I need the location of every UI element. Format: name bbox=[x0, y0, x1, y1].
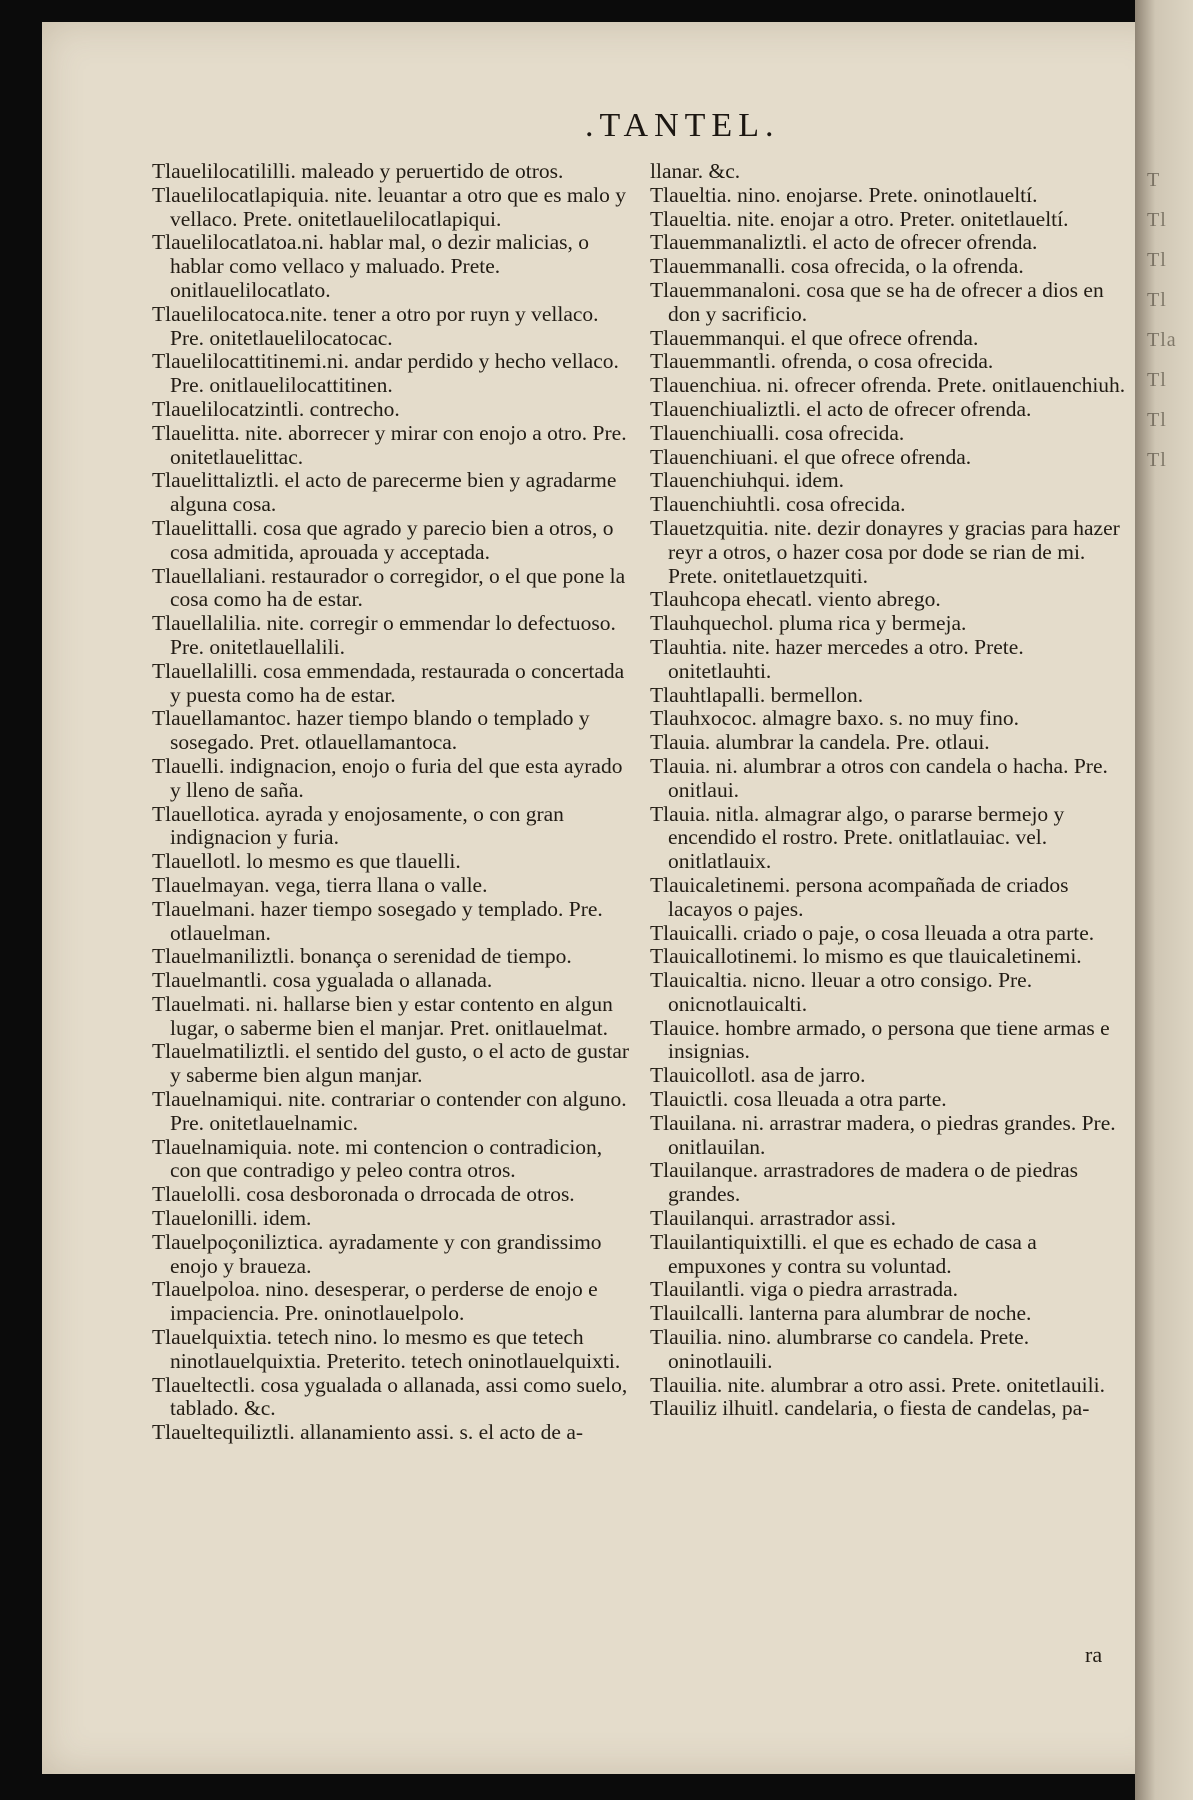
dictionary-entry: Tlauia. alumbrar la candela. Pre. otlaui. bbox=[650, 730, 990, 755]
dictionary-entry: Tlaueltia. nite. enojar a otro. Preter. onitetlaueltí. bbox=[650, 206, 1069, 231]
dictionary-entry: Tlauelmantli. cosa ygualada o allanada. bbox=[152, 968, 493, 993]
running-header: .TANTEL. bbox=[585, 107, 780, 144]
dictionary-entry: Tlauelilocatlapiquia. nite. leuantar a otro que es malo y vellaco. Prete. onitetlauelilocatlapiqui. bbox=[152, 182, 627, 231]
dictionary-entry: Tlauenchiualiztli. el acto de ofrecer ofrenda. bbox=[650, 396, 1032, 421]
dictionary-entry: Tlauelmani. hazer tiempo sosegado y templado. Pre. otlauelman. bbox=[152, 896, 603, 945]
catchword: ra bbox=[1085, 1642, 1103, 1667]
dictionary-entry: Tlauelmatiliztli. el sentido del gusto, o el acto de gustar y saberme bien algun manjar. bbox=[152, 1039, 630, 1088]
dictionary-entry: Tlauicaltia. nicno. lleuar a otro consigo. Pre. onicnotlauicalti. bbox=[650, 968, 1033, 1016]
dictionary-entry: Tlauelnamiqui. nite. contrariar o contender con alguno. Pre. onitetlauelnamic. bbox=[152, 1087, 627, 1135]
dictionary-entry: Tlauelitta. nite. aborrecer y mirar con enojo a otro. Pre. onitetlauelittac. bbox=[152, 420, 627, 469]
dictionary-entry: Tlauice. hombre armado, o persona que tiene armas e insignias. bbox=[650, 1015, 1110, 1064]
dictionary-entry: Tlauellalilia. nite. corregir o emmendar lo defectuoso. Pre. onitetlauellalili. bbox=[152, 611, 616, 659]
dictionary-entry: Tlauhtia. nite. hazer mercedes a otro. Prete. onitetlauhti. bbox=[650, 634, 1024, 683]
dictionary-entry: Tlauelilocatoca.nite. tener a otro por ruyn y vellaco. Pre. onitetlauelilocatocac. bbox=[152, 301, 599, 350]
dictionary-entry: Tlauhquechol. pluma rica y bermeja. bbox=[650, 611, 967, 636]
ghost-letter: Tl bbox=[1147, 449, 1167, 471]
dictionary-entry: llanar. &c. bbox=[650, 159, 741, 183]
facing-page-edge bbox=[1135, 0, 1193, 1800]
dictionary-entry: Tlauhcopa ehecatl. viento abrego. bbox=[650, 587, 941, 612]
dictionary-entry: Tlauellaliani. restaurador o corregidor, o el que pone la cosa como ha de estar. bbox=[152, 563, 626, 612]
dictionary-entry: Tlauetzquitia. nite. dezir donayres y gracias para hazer reyr a otros, o hazer cosa por dode se rian de mi. Prete. onitetlauetzquiti. bbox=[650, 515, 1120, 588]
dictionary-entry: Tlauictli. cosa lleuada a otra parte. bbox=[650, 1087, 947, 1112]
dictionary-entry: Tlauicollotl. asa de jarro. bbox=[650, 1063, 866, 1088]
ghost-letter: Tl bbox=[1147, 209, 1167, 231]
ghost-letter: Tl bbox=[1147, 249, 1167, 271]
dictionary-entry: Tlauelpoçoniliztica. ayradamente y con grandissimo enojo y braueza. bbox=[152, 1229, 602, 1278]
dictionary-entry: Tlauia. ni. alumbrar a otros con candela o hacha. Pre. onitlaui. bbox=[650, 753, 1108, 802]
dictionary-entry: Tlauia. nitla. almagrar algo, o pararse bermejo y encendido el rostro. Prete. onitlatlauiac. vel. onitlatlauix. bbox=[650, 801, 1065, 874]
ghost-letter: Tla bbox=[1147, 329, 1177, 351]
dictionary-entry: Tlauelilocatzintli. contrecho. bbox=[152, 396, 400, 421]
ghost-letter: T bbox=[1147, 169, 1161, 191]
dictionary-entry: Tlauilana. ni. arrastrar madera, o piedras grandes. Pre. onitlauilan. bbox=[650, 1110, 1116, 1159]
dictionary-entry: Tlauiliz ilhuitl. candelaria, o fiesta de candelas, pa- bbox=[650, 1396, 1090, 1421]
dictionary-entry: Tlauilia. nino. alumbrarse co candela. Prete. oninotlauili. bbox=[650, 1325, 1030, 1373]
dictionary-entry: Tlauelonilli. idem. bbox=[152, 1206, 312, 1231]
dictionary-entry: Tlauicalli. criado o paje, o cosa lleuada a otra parte. bbox=[650, 920, 1095, 945]
dictionary-entry: Tlauhtlapalli. bermellon. bbox=[650, 682, 864, 707]
dictionary-entry: Tlauilanqui. arrastrador assi. bbox=[650, 1206, 896, 1231]
ghost-letter: Tl bbox=[1147, 409, 1167, 431]
dictionary-entry: Tlaueltectli. cosa ygualada o allanada, assi como suelo, tablado. &c. bbox=[152, 1372, 628, 1421]
dictionary-entry: Tlauilia. nite. alumbrar a otro assi. Prete. onitetlauili. bbox=[650, 1372, 1105, 1397]
dictionary-entry: Tlauelolli. cosa desboronada o drrocada de otros. bbox=[152, 1182, 575, 1207]
dictionary-entry: Tlauicaletinemi. persona acompañada de criados lacayos o pajes. bbox=[650, 872, 1069, 921]
dictionary-entry: Tlauemmanqui. el que ofrece ofrenda. bbox=[650, 325, 979, 350]
ghost-letter: Tl bbox=[1147, 369, 1167, 391]
dictionary-entry: Tlauellalilli. cosa emmendada, restaurada o concertada y puesta como ha de estar. bbox=[152, 658, 625, 707]
dictionary-entry: Tlauenchiuani. el que ofrece ofrenda. bbox=[650, 444, 972, 469]
dictionary-entry: Tlauemmanalli. cosa ofrecida, o la ofrenda. bbox=[650, 254, 1024, 279]
dictionary-entry: Tlauelpoloa. nino. desesperar, o perderse de enojo e impaciencia. Pre. oninotlauelpolo. bbox=[152, 1277, 598, 1326]
dictionary-entry: Tlauemmanaliztli. el acto de ofrecer ofrenda. bbox=[650, 230, 1038, 255]
dictionary-entry: Tlauicallotinemi. lo mismo es que tlauicaletinemi. bbox=[650, 944, 1082, 969]
dictionary-entry: Tlauelilocatililli. maleado y peruertido de otros. bbox=[152, 159, 564, 183]
dictionary-entry: Tlauilanque. arrastradores de madera o de piedras grandes. bbox=[650, 1158, 1079, 1207]
dictionary-entry: Tlauelmayan. vega, tierra llana o valle. bbox=[152, 872, 488, 897]
dictionary-entry: Tlaueltia. nino. enojarse. Prete. oninotlaueltí. bbox=[650, 182, 1038, 207]
dictionary-entry: Tlauenchiualli. cosa ofrecida. bbox=[650, 420, 905, 445]
right-column bbox=[650, 160, 1130, 1421]
dictionary-entry: Tlauemmanaloni. cosa que se ha de ofrecer a dios en don y sacrificio. bbox=[650, 277, 1104, 326]
dictionary-entry: Tlauelilocattitinemi.ni. andar perdido y hecho vellaco. Pre. onitlauelilocattitinen. bbox=[152, 349, 619, 398]
dictionary-entry: Tlauilantli. viga o piedra arrastrada. bbox=[650, 1277, 959, 1302]
dictionary-entry: Tlauemmantli. ofrenda, o cosa ofrecida. bbox=[650, 349, 994, 374]
left-column bbox=[152, 160, 632, 1445]
ghost-letter: Tl bbox=[1147, 289, 1167, 311]
dictionary-entry: Tlauellamantoc. hazer tiempo blando o templado y sosegado. Pret. otlauellamantoca. bbox=[152, 706, 590, 755]
dictionary-entry: Tlauellotica. ayrada y enojosamente, o con gran indignacion y furia. bbox=[152, 801, 564, 850]
dictionary-entry: Tlauelilocatlatoa.ni. hablar mal, o dezir malicias, o hablar como vellaco y maluado. Prete. onitlauelilocatlato. bbox=[152, 230, 589, 302]
dictionary-entry: Tlauelli. indignacion, enojo o furia del que esta ayrado y lleno de saña. bbox=[152, 753, 623, 802]
dictionary-entry: Tlauelmati. ni. hallarse bien y estar contento en algun lugar, o saberme bien el manjar. Pret. onitlauelmat. bbox=[152, 991, 613, 1040]
dictionary-entry: Tlauhxococ. almagre baxo. s. no muy fino. bbox=[650, 706, 1019, 731]
dictionary-entry: Tlauenchiua. ni. ofrecer ofrenda. Prete. onitlauenchiuh. bbox=[650, 373, 1126, 398]
dictionary-entry: Tlauenchiuhtli. cosa ofrecida. bbox=[650, 492, 906, 517]
dictionary-entry: Tlauelittalli. cosa que agrado y parecio bien a otros, o cosa admitida, aprouada y acceptada. bbox=[152, 515, 614, 564]
dictionary-entry: Tlauelquixtia. tetech nino. lo mesmo es que tetech ninotlauelquixtia. Preterito. tetech oninotlauelquixti. bbox=[152, 1325, 621, 1373]
dictionary-entry: Tlauilantiquixtilli. el que es echado de casa a empuxones y contra su voluntad. bbox=[650, 1229, 1037, 1278]
dictionary-entry: Tlaueltequiliztli. allanamiento assi. s. el acto de a- bbox=[152, 1420, 584, 1445]
dictionary-entry: Tlauellotl. lo mesmo es que tlauelli. bbox=[152, 849, 461, 874]
dictionary-entry: Tlauelmaniliztli. bonança o serenidad de tiempo. bbox=[152, 944, 572, 969]
dictionary-entry: Tlauelittaliztli. el acto de parecerme bien y agradarme alguna cosa. bbox=[152, 468, 617, 517]
dictionary-entry: Tlauenchiuhqui. idem. bbox=[650, 468, 845, 493]
facing-page-ghost-text bbox=[1147, 160, 1187, 480]
dictionary-entry: Tlauelnamiquia. note. mi contencion o contradicion, con que contradigo y peleo contra otros. bbox=[152, 1134, 603, 1183]
dictionary-entry: Tlauilcalli. lanterna para alumbrar de noche. bbox=[650, 1301, 1032, 1326]
